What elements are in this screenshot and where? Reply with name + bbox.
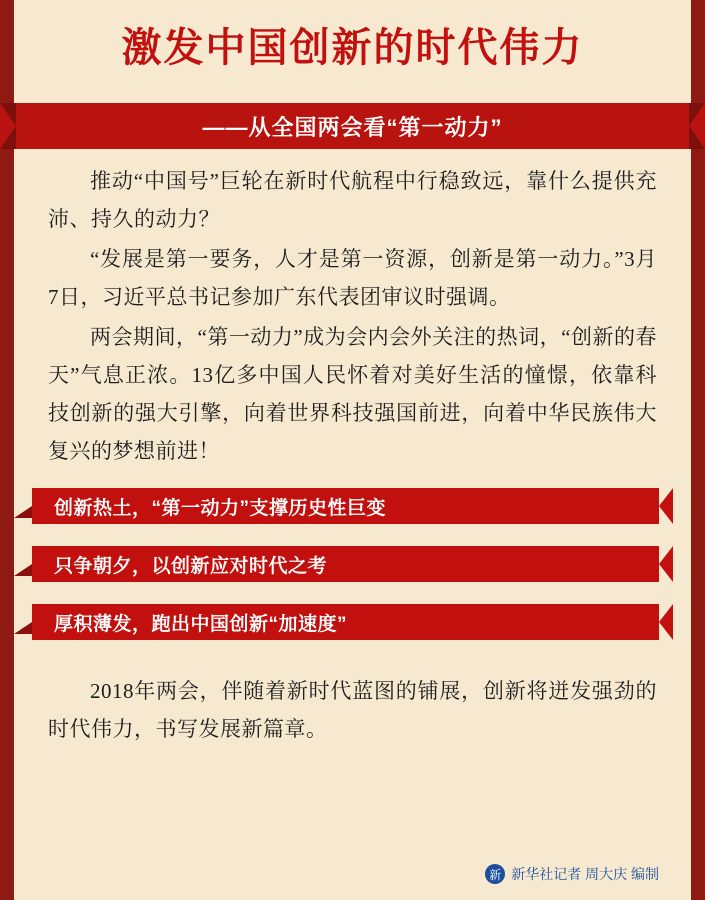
- subtitle-ribbon: [0, 103, 705, 149]
- ribbon-tail-icon: [14, 610, 32, 634]
- subtitle: ——从全国两会看“第一动力”: [202, 114, 503, 140]
- section-banner: [32, 546, 673, 582]
- paragraph-1: 推动“中国号”巨轮在新时代航程中行稳致远，靠什么提供充沛、持久的动力？: [48, 169, 657, 231]
- section-banner-label: 只争朝夕，以创新应对时代之考: [54, 555, 328, 577]
- body-text: [14, 140, 691, 470]
- poster-inner: [14, 0, 691, 900]
- closing-text: [14, 662, 691, 748]
- paragraph-3: 两会期间，“第一动力”成为会内会外关注的热词，“创新的春天”气息正浓。13亿多中国人民怀着对美好生活的憧憬，依靠科技创新的强大引擎，向着世界科技强国前进，向着中华民族伟大复兴的梦想前进！: [48, 325, 657, 463]
- section-banner-list: [14, 488, 691, 640]
- section-banner: [32, 488, 673, 524]
- paragraph-2: “发展是第一要务，人才是第一资源，创新是第一动力。”3月7日，习近平总书记参加广东代表团审议时强调。: [48, 247, 657, 309]
- section-banner-label: 厚积薄发，跑出中国创新“加速度”: [54, 613, 348, 635]
- section-banner: [32, 604, 673, 640]
- ribbon-tail-icon: [14, 552, 32, 576]
- poster-header: [14, 0, 691, 140]
- ribbon-tail-icon: [14, 494, 32, 518]
- paragraph-closing: 2018年两会，伴随着新时代蓝图的铺展，创新将迸发强劲的时代伟力，书写发展新篇章。: [48, 679, 657, 741]
- xinhua-logo-icon: 新: [485, 864, 505, 884]
- credit: [485, 864, 659, 884]
- page-title: 激发中国创新的时代伟力: [121, 26, 584, 70]
- credit-label: 新华社记者 周大庆 编制: [511, 866, 659, 882]
- section-banner-label: 创新热土，“第一动力”支撑历史性巨变: [54, 497, 387, 519]
